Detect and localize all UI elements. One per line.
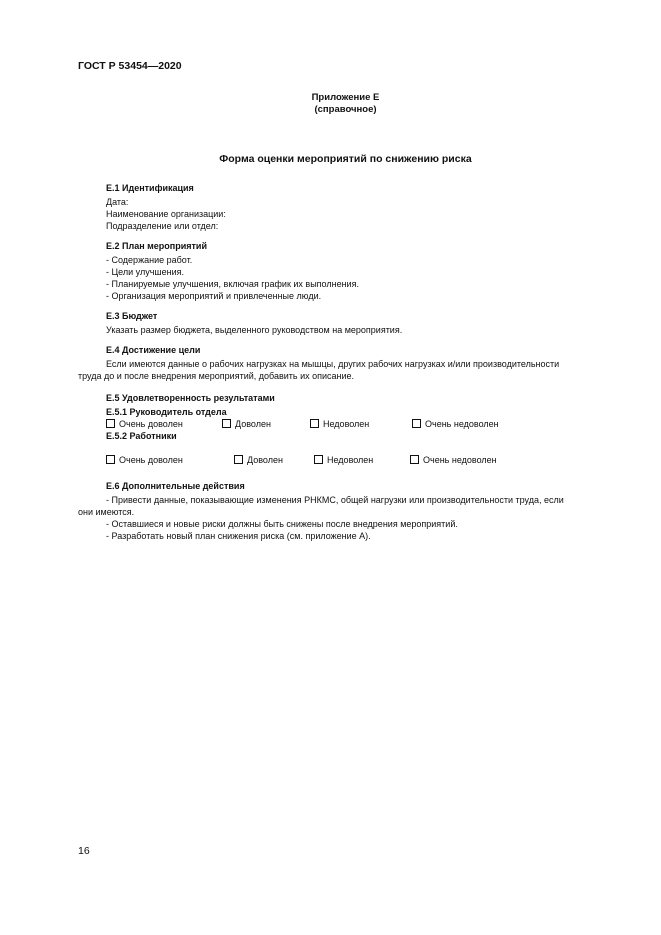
page-number: 16 (78, 845, 90, 857)
department-field-label: Подразделение или отдел: (106, 221, 219, 231)
date-field-label: Дата: (106, 197, 129, 207)
additional-action-2: - Оставшиеся и новые риски должны быть снижены после внедрения мероприятий. (106, 519, 458, 529)
workers-satisfaction-options (106, 454, 616, 466)
appendix-note: (справочное) (314, 104, 377, 115)
manager-option-satisfied[interactable]: Доволен (222, 418, 271, 430)
additional-action-3: - Разработать новый план снижения риска (см. приложение А). (106, 531, 371, 541)
document-code: ГОСТ Р 53454—2020 (78, 60, 182, 72)
checkbox-icon[interactable] (106, 419, 115, 428)
plan-item: - Цели улучшения. (106, 267, 184, 277)
checkbox-icon[interactable] (410, 455, 419, 464)
form-body (78, 182, 616, 542)
checkbox-icon[interactable] (314, 455, 323, 464)
checkbox-icon[interactable] (222, 419, 231, 428)
checkbox-icon[interactable] (310, 419, 319, 428)
organization-field-label: Наименование организации: (106, 209, 226, 219)
workers-option-very-dissatisfied[interactable]: Очень недоволен (410, 454, 497, 466)
checkbox-icon[interactable] (412, 419, 421, 428)
workers-option-dissatisfied[interactable]: Недоволен (314, 454, 373, 466)
section-e5-heading: Е.5 Удовлетворенность результатами (106, 393, 275, 403)
section-e1-heading: Е.1 Идентификация (106, 183, 194, 193)
checkbox-icon[interactable] (234, 455, 243, 464)
section-e2-heading: Е.2 План мероприятий (106, 241, 207, 251)
manager-option-dissatisfied[interactable]: Недоволен (310, 418, 369, 430)
plan-item: - Планируемые улучшения, включая график их выполнения. (106, 279, 359, 289)
form-title: Форма оценки мероприятий по снижению риска (219, 153, 472, 165)
manager-option-very-satisfied[interactable]: Очень доволен (106, 418, 183, 430)
goal-text-line1: Если имеются данные о рабочих нагрузках на мышцы, других рабочих нагрузках и/или производительности (106, 359, 560, 369)
goal-text-line2: труда до и после внедрения мероприятий, добавить их описание. (78, 371, 355, 381)
manager-satisfaction-options (106, 418, 616, 430)
plan-item: - Организация мероприятий и привлеченные люди. (106, 291, 322, 301)
appendix-title: Приложение Е (311, 92, 380, 103)
section-e3-heading: Е.3 Бюджет (106, 311, 158, 321)
additional-action-1-line1: - Привести данные, показывающие изменения РНКМС, общей нагрузки или производительности труда, если (106, 495, 564, 505)
budget-text: Указать размер бюджета, выделенного руководством на мероприятия. (106, 325, 403, 335)
section-e51-heading: Е.5.1 Руководитель отдела (106, 407, 227, 417)
plan-item: - Содержание работ. (106, 255, 193, 265)
workers-option-very-satisfied[interactable]: Очень доволен (106, 454, 183, 466)
manager-option-very-dissatisfied[interactable]: Очень недоволен (412, 418, 499, 430)
section-e52-heading: Е.5.2 Работники (106, 431, 177, 441)
workers-option-satisfied[interactable]: Доволен (234, 454, 283, 466)
section-e6-heading: Е.6 Дополнительные действия (106, 481, 245, 491)
checkbox-icon[interactable] (106, 455, 115, 464)
appendix-heading (0, 92, 661, 116)
additional-action-1-line2: они имеются. (78, 507, 135, 517)
section-e4-heading: Е.4 Достижение цели (106, 345, 201, 355)
